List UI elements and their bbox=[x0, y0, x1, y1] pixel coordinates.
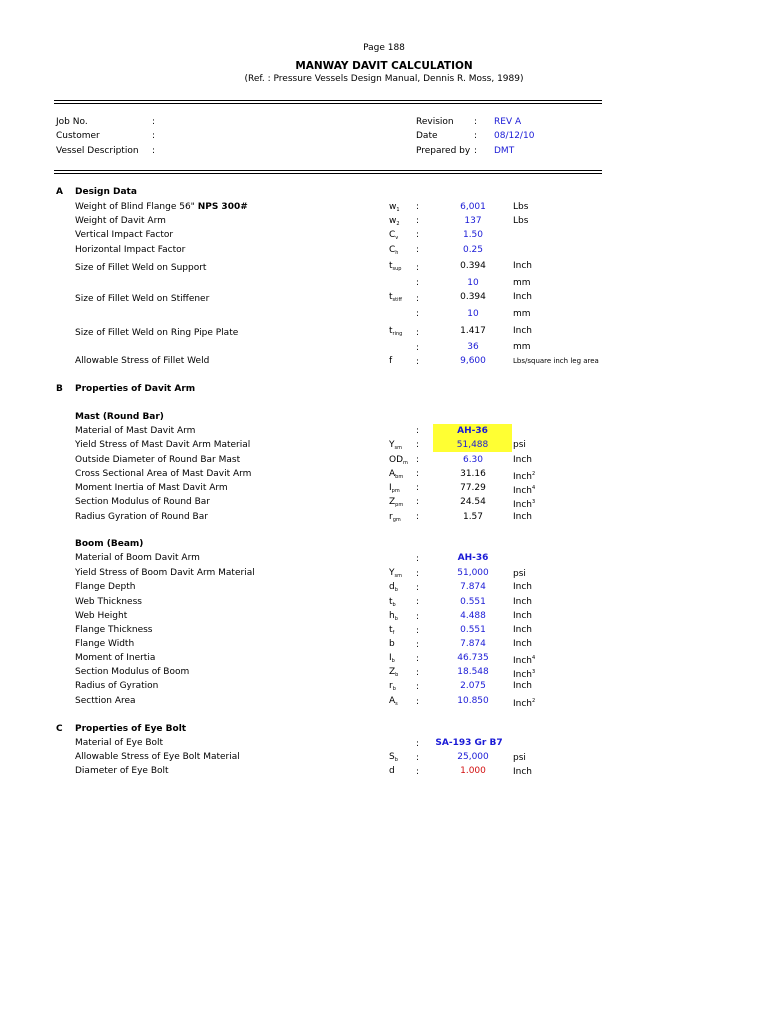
as-symbol: $A_s$ bbox=[389, 696, 398, 707]
boom-area-label: Secttion Area bbox=[75, 696, 136, 706]
colon: : bbox=[416, 440, 420, 450]
flange-thickness-unit: Inch bbox=[513, 625, 533, 635]
tsup-value: 0.394 bbox=[460, 261, 486, 271]
tring-mm-value: 36 bbox=[467, 342, 479, 352]
ch-symbol: $C_h$ bbox=[389, 245, 399, 256]
date-value: 08/12/10 bbox=[494, 131, 535, 141]
eye-bolt-allowable-value: 25,000 bbox=[457, 752, 489, 762]
eye-bolt-material-label: Material of Eye Bolt bbox=[75, 738, 164, 748]
section-b-title: Properties of Davit Arm bbox=[75, 384, 196, 394]
mast-material-value: AH-36 bbox=[433, 424, 512, 438]
flange-width-unit: Inch bbox=[513, 639, 533, 649]
eye-bolt-allowable-label: Allowable Stress of Eye Bolt Material bbox=[75, 752, 240, 762]
colon: : bbox=[416, 309, 420, 319]
boom-yield-label: Yield Stress of Boom Davit Arm Material bbox=[75, 568, 255, 578]
colon: : bbox=[416, 216, 420, 226]
tf-symbol: $t_f$ bbox=[389, 625, 395, 636]
boom-gyration-unit: Inch bbox=[513, 681, 533, 691]
colon: : bbox=[416, 739, 420, 749]
reference-line: (Ref. : Pressure Vessels Design Manual, Dennis R. Moss, 1989) bbox=[244, 74, 524, 84]
colon: : bbox=[152, 131, 156, 141]
weld-support-label: Size of Fillet Weld on Support bbox=[75, 263, 207, 273]
mast-modulus-unit: Inch$^3$ bbox=[513, 499, 536, 510]
colon: : bbox=[416, 668, 420, 678]
boom-material-value: AH-36 bbox=[457, 553, 489, 563]
rb-symbol: $r_b$ bbox=[389, 681, 396, 692]
top-rule-1 bbox=[54, 100, 602, 101]
boom-inertia-value: 46.735 bbox=[457, 653, 489, 663]
vertical-impact-label: Vertical Impact Factor bbox=[75, 230, 174, 240]
eye-bolt-diameter-label: Diameter of Eye Bolt bbox=[75, 766, 169, 776]
colon: : bbox=[416, 230, 420, 240]
boom-modulus-value: 18.548 bbox=[457, 667, 489, 677]
colon: : bbox=[416, 343, 420, 353]
eye-bolt-diameter-unit: Inch bbox=[513, 767, 533, 777]
date-label: Date bbox=[416, 131, 438, 141]
boom-area-unit: Inch$^2$ bbox=[513, 698, 536, 709]
blind-flange-weight-label: Weight of Blind Flange 56" NPS 300# bbox=[75, 202, 248, 212]
mast-od-unit: Inch bbox=[513, 455, 533, 465]
colon: : bbox=[416, 455, 420, 465]
colon: : bbox=[416, 569, 420, 579]
w2-symbol: $w_2$ bbox=[389, 216, 400, 227]
colon: : bbox=[416, 654, 420, 664]
colon: : bbox=[416, 483, 420, 493]
mast-inertia-label: Moment Inertia of Mast Davit Arm bbox=[75, 483, 228, 493]
colon: : bbox=[416, 583, 420, 593]
flange-depth-label: Flange Depth bbox=[75, 582, 136, 592]
flange-thickness-value: 0.551 bbox=[460, 625, 486, 635]
tstiff-unit: Inch bbox=[513, 292, 533, 302]
colon: : bbox=[474, 146, 478, 156]
colon: : bbox=[416, 640, 420, 650]
abm-symbol: $A_{bm}$ bbox=[389, 469, 404, 480]
tsup-unit: Inch bbox=[513, 261, 533, 271]
section-b-letter: B bbox=[56, 384, 63, 394]
w1-unit: Lbs bbox=[513, 202, 529, 212]
weld-stiffener-label: Size of Fillet Weld on Stiffener bbox=[75, 294, 210, 304]
document-title: MANWAY DAVIT CALCULATION bbox=[295, 60, 473, 72]
colon: : bbox=[416, 426, 420, 436]
colon: : bbox=[416, 612, 420, 622]
b-symbol: b bbox=[389, 639, 395, 649]
mast-yield-value: 51,488 bbox=[433, 438, 512, 452]
colon: : bbox=[416, 328, 420, 338]
ib-symbol: $I_b$ bbox=[389, 653, 395, 664]
web-thickness-label: Web Thickness bbox=[75, 597, 142, 607]
prepared-by-label: Prepared by bbox=[416, 146, 471, 156]
w2-unit: Lbs bbox=[513, 216, 529, 226]
flange-depth-unit: Inch bbox=[513, 582, 533, 592]
colon: : bbox=[152, 146, 156, 156]
tring-value: 1.417 bbox=[460, 326, 486, 336]
davit-arm-weight-label: Weight of Davit Arm bbox=[75, 216, 166, 226]
ipm-symbol: $I_{pm}$ bbox=[389, 483, 400, 494]
vessel-description-label: Vessel Description bbox=[56, 146, 139, 156]
colon: : bbox=[474, 117, 478, 127]
boom-inertia-label: Moment of Inertia bbox=[75, 653, 156, 663]
tsup-symbol: $t_{sup}$ bbox=[389, 261, 402, 272]
web-height-unit: Inch bbox=[513, 611, 533, 621]
d-symbol: d bbox=[389, 766, 395, 776]
tb-symbol: $t_b$ bbox=[389, 597, 396, 608]
ch-value: 0.25 bbox=[462, 245, 484, 255]
f-unit: Lbs/square inch leg area bbox=[513, 357, 599, 365]
eye-bolt-material-value: SA-193 Gr B7 bbox=[435, 738, 503, 748]
boom-material-label: Material of Boom Davit Arm bbox=[75, 553, 200, 563]
web-thickness-unit: Inch bbox=[513, 597, 533, 607]
header-rule-2 bbox=[54, 173, 602, 174]
web-height-label: Web Height bbox=[75, 611, 128, 621]
top-rule-2 bbox=[54, 103, 602, 104]
colon: : bbox=[416, 294, 420, 304]
colon: : bbox=[416, 697, 420, 707]
cv-value: 1.50 bbox=[462, 230, 484, 240]
boom-inertia-unit: Inch$^4$ bbox=[513, 655, 536, 666]
section-c-letter: C bbox=[56, 724, 63, 734]
mast-area-value: 31.16 bbox=[460, 469, 486, 479]
colon: : bbox=[416, 278, 420, 288]
flange-depth-value: 7.874 bbox=[460, 582, 486, 592]
tstiff-symbol: $t_{stiff}$ bbox=[389, 292, 402, 303]
colon: : bbox=[416, 753, 420, 763]
tsup-mm-unit: mm bbox=[513, 278, 531, 288]
w1-value: 6,001 bbox=[460, 202, 486, 212]
page-number: Page 188 bbox=[363, 43, 405, 53]
boom-gyration-label: Radius of Gyration bbox=[75, 681, 159, 691]
revision-value: REV A bbox=[494, 117, 522, 127]
rgm-symbol: $r_{gm}$ bbox=[389, 512, 401, 523]
odm-symbol: $OD_m$ bbox=[389, 455, 408, 466]
tring-unit: Inch bbox=[513, 326, 533, 336]
mast-inertia-unit: Inch$^4$ bbox=[513, 485, 536, 496]
boom-gyration-value: 2.075 bbox=[460, 681, 486, 691]
tring-mm-unit: mm bbox=[513, 342, 531, 352]
colon: : bbox=[416, 554, 420, 564]
section-a-title: Design Data bbox=[75, 187, 137, 197]
sb-symbol: $S_b$ bbox=[389, 752, 398, 763]
revision-label: Revision bbox=[416, 117, 454, 127]
customer-label: Customer bbox=[56, 131, 100, 141]
db-symbol: $d_b$ bbox=[389, 582, 398, 593]
mast-inertia-value: 77.29 bbox=[460, 483, 486, 493]
tstiff-mm-value: 10 bbox=[467, 309, 479, 319]
colon: : bbox=[416, 245, 420, 255]
tring-symbol: $t_{ring}$ bbox=[389, 326, 403, 337]
horizontal-impact-label: Horizontal Impact Factor bbox=[75, 245, 186, 255]
colon: : bbox=[416, 626, 420, 636]
mast-area-label: Cross Sectional Area of Mast Davit Arm bbox=[75, 469, 252, 479]
tsup-mm-value: 10 bbox=[467, 278, 479, 288]
w1-symbol: $w_1$ bbox=[389, 202, 400, 213]
section-c-title: Properties of Eye Bolt bbox=[75, 724, 187, 734]
boom-ysm-symbol: $Y_{sm}$ bbox=[389, 568, 402, 579]
colon: : bbox=[416, 469, 420, 479]
mast-yield-label: Yield Stress of Mast Davit Arm Material bbox=[75, 440, 251, 450]
colon: : bbox=[416, 357, 420, 367]
tstiff-mm-unit: mm bbox=[513, 309, 531, 319]
mast-modulus-label: Section Modulus of Round Bar bbox=[75, 497, 211, 507]
colon: : bbox=[416, 597, 420, 607]
zb-symbol: $Z_b$ bbox=[389, 667, 399, 678]
colon: : bbox=[416, 202, 420, 212]
flange-width-label: Flange Width bbox=[75, 639, 135, 649]
w2-value: 137 bbox=[464, 216, 482, 226]
f-symbol: f bbox=[389, 356, 393, 366]
colon: : bbox=[416, 263, 420, 273]
boom-modulus-unit: Inch$^3$ bbox=[513, 669, 536, 680]
section-a-letter: A bbox=[56, 187, 63, 197]
f-value: 9,600 bbox=[460, 356, 486, 366]
colon: : bbox=[416, 682, 420, 692]
fillet-stress-label: Allowable Stress of Fillet Weld bbox=[75, 356, 210, 366]
mast-od-value: 6.30 bbox=[462, 455, 484, 465]
mast-radius-value: 1.57 bbox=[462, 512, 484, 522]
web-height-value: 4.488 bbox=[460, 611, 486, 621]
prepared-by-value: DMT bbox=[494, 146, 515, 156]
hb-symbol: $h_b$ bbox=[389, 611, 398, 622]
colon: : bbox=[474, 131, 478, 141]
mast-material-label: Material of Mast Davit Arm bbox=[75, 426, 196, 436]
boom-modulus-label: Section Modulus of Boom bbox=[75, 667, 190, 677]
boom-subtitle: Boom (Beam) bbox=[75, 539, 144, 549]
boom-yield-value: 51,000 bbox=[457, 568, 489, 578]
job-no-label: Job No. bbox=[56, 117, 88, 127]
ysm-symbol: $Y_{sm}$ bbox=[389, 440, 402, 451]
eye-bolt-allowable-unit: psi bbox=[513, 753, 526, 763]
flange-thickness-label: Flange Thickness bbox=[75, 625, 153, 635]
cv-symbol: $C_v$ bbox=[389, 230, 399, 241]
web-thickness-value: 0.551 bbox=[460, 597, 486, 607]
colon: : bbox=[416, 497, 420, 507]
flange-width-value: 7.874 bbox=[460, 639, 486, 649]
boom-yield-unit: psi bbox=[513, 569, 526, 579]
mast-modulus-value: 24.54 bbox=[460, 497, 486, 507]
zpm-symbol: $Z_{pm}$ bbox=[389, 497, 404, 508]
weld-ring-label: Size of Fillet Weld on Ring Pipe Plate bbox=[75, 328, 239, 338]
mast-od-label: Outside Diameter of Round Bar Mast bbox=[75, 455, 241, 465]
colon: : bbox=[416, 767, 420, 777]
mast-radius-label: Radius Gyration of Round Bar bbox=[75, 512, 208, 522]
mast-radius-unit: Inch bbox=[513, 512, 533, 522]
tstiff-value: 0.394 bbox=[460, 292, 486, 302]
colon: : bbox=[416, 512, 420, 522]
eye-bolt-diameter-value: 1.000 bbox=[460, 766, 486, 776]
colon: : bbox=[152, 117, 156, 127]
mast-area-unit: Inch$^2$ bbox=[513, 471, 536, 482]
mast-yield-unit: psi bbox=[513, 440, 526, 450]
boom-area-value: 10.850 bbox=[457, 696, 489, 706]
mast-subtitle: Mast (Round Bar) bbox=[75, 412, 164, 422]
header-rule-1 bbox=[54, 170, 602, 171]
